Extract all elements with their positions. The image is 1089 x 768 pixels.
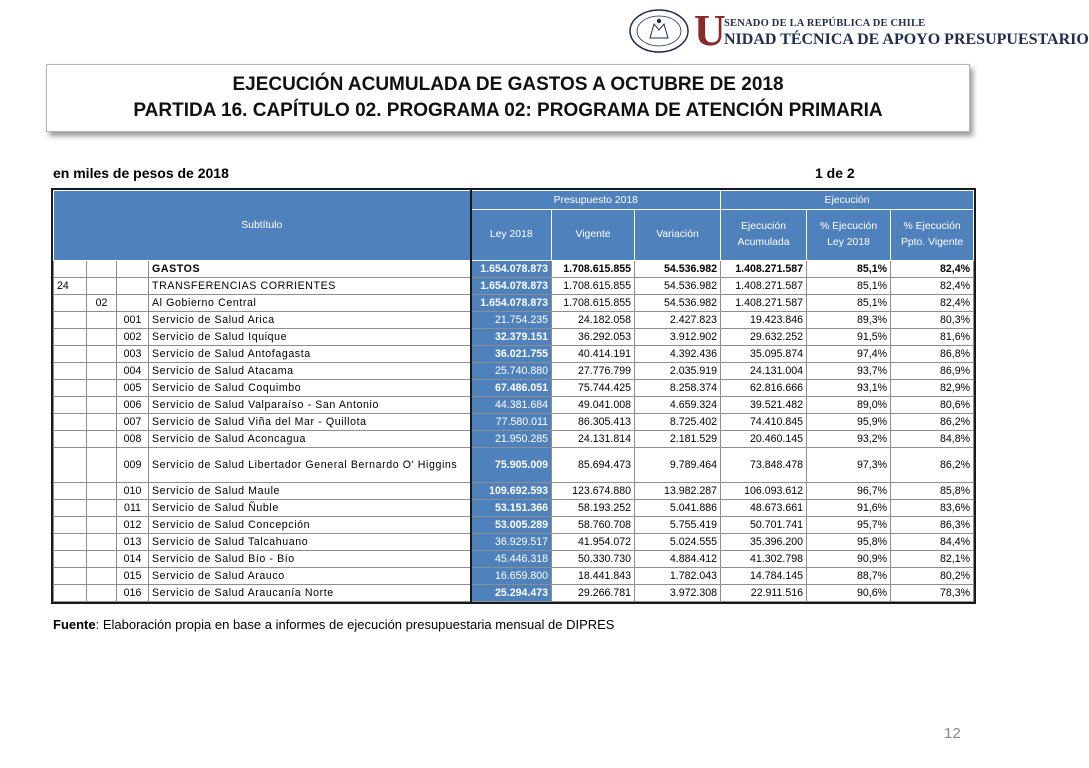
cell-item — [87, 448, 117, 483]
cell-desc: Servicio de Salud Maule — [149, 483, 471, 500]
cell-ejec: 62.816.666 — [721, 380, 807, 397]
cell-desc: Servicio de Salud Talcahuano — [149, 534, 471, 551]
cell-item — [87, 397, 117, 414]
cell-pct-ley: 89,0% — [807, 397, 891, 414]
cell-item — [87, 329, 117, 346]
cell-variacion: 5.041.886 — [635, 500, 721, 517]
cell-pct-vig: 82,4% — [891, 261, 974, 278]
cell-ley: 21.754.235 — [471, 312, 552, 329]
cell-pct-ley: 88,7% — [807, 568, 891, 585]
cell-ley: 16.659.800 — [471, 568, 552, 585]
table-row — [54, 278, 974, 295]
cell-desc: TRANSFERENCIAS CORRIENTES — [149, 278, 471, 295]
cell-pct-vig: 80,3% — [891, 312, 974, 329]
page-number: 12 — [944, 725, 961, 742]
cell-pct-ley: 97,4% — [807, 346, 891, 363]
cell-asig: 003 — [117, 346, 149, 363]
cell-ejec: 29.632.252 — [721, 329, 807, 346]
cell-asig: 010 — [117, 483, 149, 500]
cell-asig: 005 — [117, 380, 149, 397]
cell-asig: 011 — [117, 500, 149, 517]
cell-variacion: 54.536.982 — [635, 295, 721, 312]
cell-desc: Servicio de Salud Antofagasta — [149, 346, 471, 363]
table-row — [54, 329, 974, 346]
cell-pct-vig: 82,1% — [891, 551, 974, 568]
cell-asig: 002 — [117, 329, 149, 346]
cell-ejec: 19.423.846 — [721, 312, 807, 329]
cell-variacion: 2.035.919 — [635, 363, 721, 380]
cell-ley: 53.151.366 — [471, 500, 552, 517]
cell-asig: 006 — [117, 397, 149, 414]
cell-ejec: 50.701.741 — [721, 517, 807, 534]
header-pct-ley-line-1: % Ejecución — [819, 221, 878, 232]
cell-sub — [54, 380, 87, 397]
cell-item — [87, 534, 117, 551]
cell-desc: Servicio de Salud Atacama — [149, 363, 471, 380]
cell-sub — [54, 585, 87, 602]
cell-ejec: 106.093.612 — [721, 483, 807, 500]
cell-vigente: 1.708.615.855 — [552, 295, 635, 312]
cell-variacion: 8.258.374 — [635, 380, 721, 397]
cell-ley: 1.654.078.873 — [471, 295, 552, 312]
header-ejecucion-acumulada — [721, 210, 807, 261]
cell-item — [87, 278, 117, 295]
cell-ley: 44.381.684 — [471, 397, 552, 414]
cell-pct-vig: 84,4% — [891, 534, 974, 551]
cell-pct-vig: 78,3% — [891, 585, 974, 602]
cell-desc: Servicio de Salud Araucanía Norte — [149, 585, 471, 602]
cell-sub: 24 — [54, 278, 87, 295]
cell-pct-vig: 82,4% — [891, 278, 974, 295]
cell-pct-ley: 96,7% — [807, 483, 891, 500]
cell-ejec: 22.911.516 — [721, 585, 807, 602]
cell-sub — [54, 483, 87, 500]
cell-item — [87, 261, 117, 278]
cell-ley: 36.021.755 — [471, 346, 552, 363]
cell-vigente: 24.131.814 — [552, 431, 635, 448]
cell-ley: 77.580.011 — [471, 414, 552, 431]
cell-item — [87, 551, 117, 568]
page-count: 1 de 2 — [815, 165, 855, 181]
cell-ley: 1.654.078.873 — [471, 278, 552, 295]
cell-item — [87, 568, 117, 585]
cell-ley: 32.379.151 — [471, 329, 552, 346]
cell-pct-ley: 89,3% — [807, 312, 891, 329]
cell-pct-ley: 85,1% — [807, 261, 891, 278]
cell-ejec: 1.408.271.587 — [721, 295, 807, 312]
cell-sub — [54, 346, 87, 363]
cell-vigente: 75.744.425 — [552, 380, 635, 397]
cell-ley: 109.692.593 — [471, 483, 552, 500]
cell-item — [87, 500, 117, 517]
header-pct-vig-line-1: % Ejecución — [903, 221, 961, 232]
cell-variacion: 5.024.555 — [635, 534, 721, 551]
table-row — [54, 585, 974, 602]
header-pct-vigente — [891, 210, 974, 261]
cell-desc: Servicio de Salud Coquimbo — [149, 380, 471, 397]
cell-desc: Servicio de Salud Ñuble — [149, 500, 471, 517]
cell-sub — [54, 500, 87, 517]
cell-pct-vig: 84,8% — [891, 431, 974, 448]
cell-item — [87, 483, 117, 500]
table-row — [54, 517, 974, 534]
cell-vigente: 123.674.880 — [552, 483, 635, 500]
cell-ejec: 73.848.478 — [721, 448, 807, 483]
table-row — [54, 483, 974, 500]
cell-variacion: 4.884.412 — [635, 551, 721, 568]
cell-desc: Servicio de Salud Arica — [149, 312, 471, 329]
logo-unidad-line: NIDAD TÉCNICA DE APOYO PRESUPUESTARIO — [724, 31, 1089, 48]
cell-pct-vig: 82,9% — [891, 380, 974, 397]
cell-vigente: 29.266.781 — [552, 585, 635, 602]
table-row — [54, 414, 974, 431]
table-row — [54, 312, 974, 329]
cell-item — [87, 380, 117, 397]
header-ley: Ley 2018 — [471, 210, 552, 261]
cell-desc: Servicio de Salud Aconcagua — [149, 431, 471, 448]
table-header-row-1 — [54, 191, 974, 210]
table-row — [54, 448, 974, 483]
cell-vigente: 58.760.708 — [552, 517, 635, 534]
cell-item — [87, 517, 117, 534]
cell-asig — [117, 261, 149, 278]
cell-pct-ley: 97,3% — [807, 448, 891, 483]
cell-sub — [54, 397, 87, 414]
table-row — [54, 534, 974, 551]
source-text: : Elaboración propia en base a informes de ejecución presupuestaria mensual de DIPRES — [95, 617, 615, 632]
senado-logo — [628, 6, 1089, 56]
cell-desc: Al Gobierno Central — [149, 295, 471, 312]
cell-vigente: 40.414.191 — [552, 346, 635, 363]
cell-pct-ley: 95,7% — [807, 517, 891, 534]
cell-pct-ley: 90,6% — [807, 585, 891, 602]
cell-vigente: 1.708.615.855 — [552, 261, 635, 278]
cell-variacion: 13.982.287 — [635, 483, 721, 500]
logo-letter-u: U — [694, 6, 726, 55]
cell-sub — [54, 534, 87, 551]
cell-sub — [54, 261, 87, 278]
cell-ley: 45.446.318 — [471, 551, 552, 568]
cell-variacion: 5.755.419 — [635, 517, 721, 534]
cell-pct-ley: 93,7% — [807, 363, 891, 380]
cell-item: 02 — [87, 295, 117, 312]
cell-pct-ley: 90,9% — [807, 551, 891, 568]
cell-asig: 013 — [117, 534, 149, 551]
cell-vigente: 85.694.473 — [552, 448, 635, 483]
cell-vigente: 49.041.008 — [552, 397, 635, 414]
cell-variacion: 9.789.464 — [635, 448, 721, 483]
cell-ley: 67.486.051 — [471, 380, 552, 397]
cell-pct-ley: 93,1% — [807, 380, 891, 397]
cell-ejec: 1.408.271.587 — [721, 278, 807, 295]
cell-pct-vig: 80,6% — [891, 397, 974, 414]
cell-variacion: 3.912.902 — [635, 329, 721, 346]
cell-item — [87, 363, 117, 380]
cell-asig: 009 — [117, 448, 149, 483]
cell-asig: 016 — [117, 585, 149, 602]
header-pct-ley-line-2: Ley 2018 — [827, 237, 870, 248]
cell-ejec: 24.131.004 — [721, 363, 807, 380]
table-row — [54, 500, 974, 517]
table-row — [54, 295, 974, 312]
cell-vigente: 41.954.072 — [552, 534, 635, 551]
cell-desc: GASTOS — [149, 261, 471, 278]
cell-asig: 014 — [117, 551, 149, 568]
cell-pct-vig: 86,2% — [891, 448, 974, 483]
cell-ley: 36.929.517 — [471, 534, 552, 551]
cell-sub — [54, 414, 87, 431]
header-vigente: Vigente — [552, 210, 635, 261]
cell-ejec: 20.460.145 — [721, 431, 807, 448]
cell-desc: Servicio de Salud Arauco — [149, 568, 471, 585]
table-row — [54, 346, 974, 363]
cell-pct-vig: 82,4% — [891, 295, 974, 312]
cell-ejec: 35.095.874 — [721, 346, 807, 363]
cell-asig — [117, 278, 149, 295]
cell-vigente: 24.182.058 — [552, 312, 635, 329]
header-pct-vig-line-2: Ppto. Vigente — [900, 237, 964, 248]
header-pct-ley — [807, 210, 891, 261]
cell-vigente: 86.305.413 — [552, 414, 635, 431]
cell-asig: 008 — [117, 431, 149, 448]
title-line-2: PARTIDA 16. CAPÍTULO 02. PROGRAMA 02: PROGRAMA DE ATENCIÓN PRIMARIA — [133, 100, 883, 121]
cell-asig: 004 — [117, 363, 149, 380]
logo-senado-line: SENADO DE LA REPÚBLICA DE CHILE — [724, 18, 926, 29]
cell-pct-ley: 91,5% — [807, 329, 891, 346]
cell-variacion: 54.536.982 — [635, 278, 721, 295]
cell-desc: Servicio de Salud Valparaíso - San Antonio — [149, 397, 471, 414]
cell-variacion: 2.427.823 — [635, 312, 721, 329]
cell-desc: Servicio de Salud Libertador General Bernardo O' Higgins — [149, 448, 471, 483]
cell-pct-ley: 93,2% — [807, 431, 891, 448]
cell-pct-vig: 83,6% — [891, 500, 974, 517]
table-row — [54, 363, 974, 380]
senado-seal-icon — [628, 8, 690, 54]
cell-asig: 015 — [117, 568, 149, 585]
cell-variacion: 1.782.043 — [635, 568, 721, 585]
cell-item — [87, 431, 117, 448]
cell-pct-vig: 86,3% — [891, 517, 974, 534]
cell-desc: Servicio de Salud Iquique — [149, 329, 471, 346]
cell-pct-vig: 86,9% — [891, 363, 974, 380]
cell-sub — [54, 448, 87, 483]
cell-pct-ley: 85,1% — [807, 295, 891, 312]
cell-pct-vig: 86,8% — [891, 346, 974, 363]
cell-asig: 012 — [117, 517, 149, 534]
cell-desc: Servicio de Salud Concepción — [149, 517, 471, 534]
cell-pct-ley: 95,9% — [807, 414, 891, 431]
units-label: en miles de pesos de 2018 — [53, 165, 229, 181]
cell-desc: Servicio de Salud Bío - Bío — [149, 551, 471, 568]
cell-item — [87, 346, 117, 363]
cell-ley: 53.005.289 — [471, 517, 552, 534]
cell-pct-ley: 91,6% — [807, 500, 891, 517]
cell-sub — [54, 329, 87, 346]
cell-pct-vig: 85,8% — [891, 483, 974, 500]
cell-ley: 21.950.285 — [471, 431, 552, 448]
header-ejec-acum-line-2: Acumulada — [737, 237, 790, 248]
cell-item — [87, 414, 117, 431]
cell-ejec: 48.673.661 — [721, 500, 807, 517]
cell-desc: Servicio de Salud Viña del Mar - Quillota — [149, 414, 471, 431]
cell-vigente: 27.776.799 — [552, 363, 635, 380]
cell-vigente: 1.708.615.855 — [552, 278, 635, 295]
header-variacion: Variación — [635, 210, 721, 261]
header-ejec-acum-line-1: Ejecución — [741, 221, 787, 232]
cell-pct-vig: 81,6% — [891, 329, 974, 346]
cell-sub — [54, 312, 87, 329]
budget-table — [53, 190, 974, 602]
cell-ejec: 74.410.845 — [721, 414, 807, 431]
cell-asig: 007 — [117, 414, 149, 431]
cell-ley: 25.740.880 — [471, 363, 552, 380]
title-line-1: EJECUCIÓN ACUMULADA DE GASTOS A OCTUBRE DE 2018 — [232, 74, 784, 95]
cell-pct-ley: 95,8% — [807, 534, 891, 551]
cell-ejec: 35.396.200 — [721, 534, 807, 551]
cell-ejec: 41.302.798 — [721, 551, 807, 568]
cell-pct-vig: 80,2% — [891, 568, 974, 585]
table-row — [54, 431, 974, 448]
cell-variacion: 4.392.436 — [635, 346, 721, 363]
cell-sub — [54, 295, 87, 312]
cell-variacion: 3.972.308 — [635, 585, 721, 602]
cell-ejec: 39.521.482 — [721, 397, 807, 414]
cell-ejec: 1.408.271.587 — [721, 261, 807, 278]
cell-asig — [117, 295, 149, 312]
table-row — [54, 568, 974, 585]
table-row — [54, 551, 974, 568]
cell-pct-ley: 85,1% — [807, 278, 891, 295]
cell-variacion: 2.181.529 — [635, 431, 721, 448]
cell-item — [87, 585, 117, 602]
cell-ley: 75.905.009 — [471, 448, 552, 483]
cell-vigente: 36.292.053 — [552, 329, 635, 346]
cell-variacion: 4.659.324 — [635, 397, 721, 414]
table-row — [54, 397, 974, 414]
cell-sub — [54, 363, 87, 380]
header-presupuesto: Presupuesto 2018 — [471, 191, 721, 210]
title-box — [46, 64, 970, 132]
cell-item — [87, 312, 117, 329]
cell-ley: 25.294.473 — [471, 585, 552, 602]
cell-sub — [54, 568, 87, 585]
table-row — [54, 261, 974, 278]
cell-sub — [54, 551, 87, 568]
cell-pct-vig: 86,2% — [891, 414, 974, 431]
header-subtitulo: Subtítulo — [54, 191, 471, 261]
table-row — [54, 380, 974, 397]
cell-ejec: 14.784.145 — [721, 568, 807, 585]
cell-variacion: 54.536.982 — [635, 261, 721, 278]
cell-variacion: 8.725.402 — [635, 414, 721, 431]
cell-vigente: 18.441.843 — [552, 568, 635, 585]
cell-vigente: 58.193.252 — [552, 500, 635, 517]
header-ejecucion: Ejecución — [721, 191, 974, 210]
source-note — [53, 617, 614, 632]
cell-ley: 1.654.078.873 — [471, 261, 552, 278]
cell-asig: 001 — [117, 312, 149, 329]
cell-sub — [54, 431, 87, 448]
cell-sub — [54, 517, 87, 534]
source-label: Fuente — [53, 617, 96, 632]
cell-vigente: 50.330.730 — [552, 551, 635, 568]
